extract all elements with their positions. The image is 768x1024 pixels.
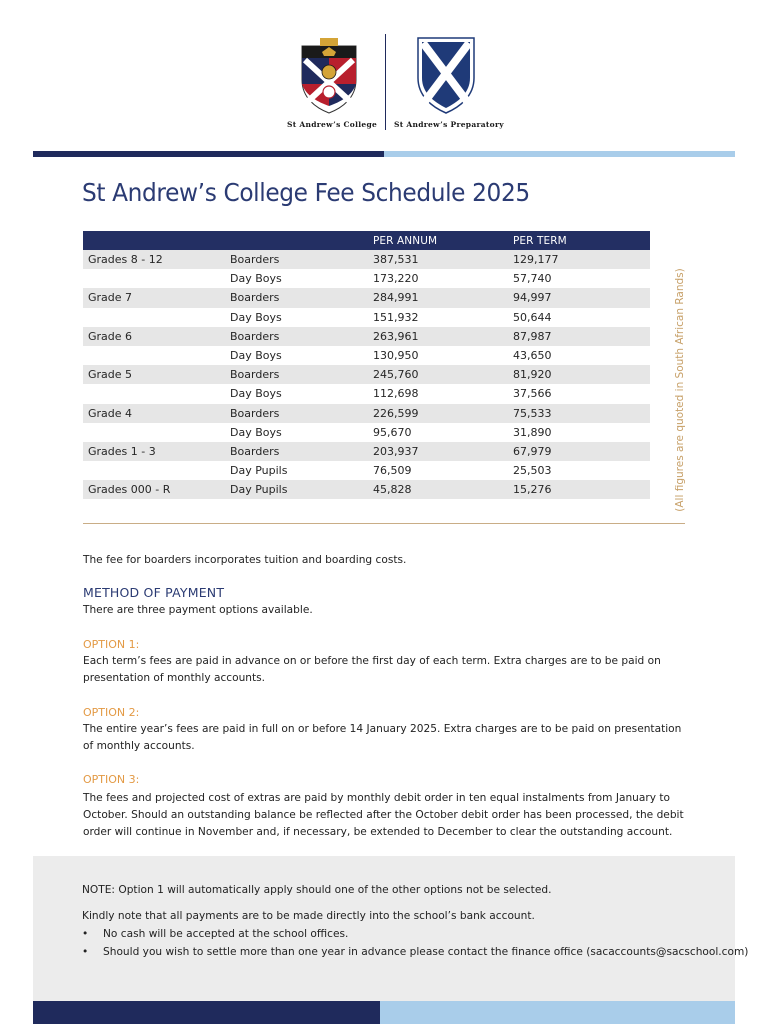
note-option-default: NOTE: Option 1 will automatically apply should one of the other options not be selected. xyxy=(82,884,552,896)
cell-category: Day Boys xyxy=(230,272,282,286)
cell-category: Boarders xyxy=(225,250,368,269)
cell-per-term: 15,276 xyxy=(508,480,650,499)
bullet-mark: • xyxy=(82,928,89,940)
cell-category: Day Boys xyxy=(230,310,282,324)
logo-header xyxy=(0,34,768,134)
table-row xyxy=(83,365,650,384)
cell-grade: Grade 7 xyxy=(83,288,225,307)
cell-per-annum: 203,937 xyxy=(368,442,508,461)
table-row xyxy=(83,442,650,461)
cell-grade xyxy=(83,308,225,327)
cell-grade: Grades 1 - 3 xyxy=(83,442,225,461)
table-row xyxy=(83,327,650,346)
cell-per-annum: 45,828 xyxy=(368,480,508,499)
cell-per-term: 25,503 xyxy=(513,464,552,478)
cell-grade xyxy=(83,423,225,442)
cell-per-annum: 263,961 xyxy=(368,327,508,346)
page-title: St Andrew’s College Fee Schedule 2025 xyxy=(82,178,530,207)
cell-category: Day Pupils xyxy=(230,464,288,478)
cell-category: Day Pupils xyxy=(225,480,368,499)
option-1-text: Each term’s fees are paid in advance on or before the first day of each term. Extra charges are to be paid on presentation of monthly accounts. xyxy=(83,655,661,684)
table-row xyxy=(83,250,650,269)
option-2-label: OPTION 2: xyxy=(83,706,140,719)
option-3-text: The fees and projected cost of extras are paid by monthly debit order in ten equal instalments from January to October. Should an outstanding balance be reflected after the October debit order has been processed, the debit order will continue in November and, if necessary, be extended to December to clear the outstanding account. xyxy=(83,792,684,838)
section-divider xyxy=(83,523,685,524)
cell-per-annum: 245,760 xyxy=(368,365,508,384)
table-row xyxy=(83,346,650,365)
cell-category: Boarders xyxy=(225,404,368,423)
cell-category: Boarders xyxy=(225,327,368,346)
option-3-label: OPTION 3: xyxy=(83,773,140,786)
prep-name: St Andrew’s Preparatory xyxy=(394,120,504,129)
column-header-per-term: PER TERM xyxy=(508,231,650,250)
bullet-text: No cash will be accepted at the school offices. xyxy=(103,928,349,940)
column-header-grade xyxy=(83,231,225,250)
band-light-blue-segment xyxy=(384,151,735,157)
cell-per-annum: 95,670 xyxy=(373,425,412,439)
cell-category: Boarders xyxy=(225,288,368,307)
payment-intro: There are three payment options available. xyxy=(83,604,313,616)
table-row xyxy=(83,269,650,288)
cell-grade: Grades 8 - 12 xyxy=(83,250,225,269)
cell-category: Boarders xyxy=(225,365,368,384)
currency-side-note: (All figures are quoted in South African Rands) xyxy=(674,268,686,512)
college-crest-icon xyxy=(300,34,358,114)
table-row xyxy=(83,308,650,327)
cell-per-annum: 173,220 xyxy=(373,272,419,286)
band-navy-segment xyxy=(33,151,384,157)
note-bullet-no-cash xyxy=(82,928,348,940)
cell-grade xyxy=(83,346,225,365)
cell-per-term: 67,979 xyxy=(508,442,650,461)
college-name: St Andrew’s College xyxy=(287,120,378,129)
note-panel xyxy=(33,856,749,1001)
cell-per-annum: 130,950 xyxy=(373,349,419,363)
band-light-blue-segment xyxy=(380,1001,735,1024)
note-bullet-advance xyxy=(82,946,748,958)
table-row xyxy=(83,288,650,307)
column-header-per-annum: PER ANNUM xyxy=(368,231,508,250)
cell-grade xyxy=(83,384,225,403)
table-row xyxy=(83,404,650,423)
column-header-category xyxy=(225,231,368,250)
fee-table-body xyxy=(83,250,650,499)
table-row xyxy=(83,384,650,403)
note-bank-account: Kindly note that all payments are to be made directly into the school’s bank account. xyxy=(82,910,535,922)
option-2-text: The entire year’s fees are paid in full on or before 14 January 2025. Extra charges are to be paid on presentation of monthly accounts. xyxy=(83,723,682,752)
bottom-color-band xyxy=(33,1001,735,1024)
cell-per-annum: 151,932 xyxy=(373,310,419,324)
option-1-label: OPTION 1: xyxy=(83,638,140,651)
table-row xyxy=(83,423,650,442)
cell-per-term: 37,566 xyxy=(513,387,552,401)
cell-per-term: 31,890 xyxy=(513,425,552,439)
cell-per-annum: 112,698 xyxy=(373,387,419,401)
cell-per-annum: 284,991 xyxy=(368,288,508,307)
table-row xyxy=(83,461,650,480)
cell-per-term: 57,740 xyxy=(513,272,552,286)
cell-grade: Grade 4 xyxy=(83,404,225,423)
boarders-note: The fee for boarders incorporates tuition and boarding costs. xyxy=(83,554,407,566)
cell-per-term: 87,987 xyxy=(508,327,650,346)
cell-per-term: 94,997 xyxy=(508,288,650,307)
fee-table-header xyxy=(83,231,650,250)
cell-grade: Grades 000 - R xyxy=(83,480,225,499)
cell-per-term: 129,177 xyxy=(508,250,650,269)
cell-category: Day Boys xyxy=(230,349,282,363)
logo-divider xyxy=(385,34,386,130)
fee-table xyxy=(83,231,650,499)
cell-grade: Grade 6 xyxy=(83,327,225,346)
cell-per-term: 43,650 xyxy=(513,349,552,363)
payment-heading: METHOD OF PAYMENT xyxy=(83,585,225,600)
band-navy-segment xyxy=(33,1001,380,1024)
cell-per-annum: 226,599 xyxy=(368,404,508,423)
top-color-band xyxy=(33,151,735,157)
cell-per-annum: 387,531 xyxy=(368,250,508,269)
cell-per-term: 75,533 xyxy=(508,404,650,423)
cell-grade xyxy=(83,461,225,480)
bullet-mark: • xyxy=(82,946,89,958)
cell-category: Boarders xyxy=(225,442,368,461)
table-row xyxy=(83,480,650,499)
cell-category: Day Boys xyxy=(230,387,282,401)
cell-per-annum: 76,509 xyxy=(373,464,412,478)
cell-grade: Grade 5 xyxy=(83,365,225,384)
bullet-text: Should you wish to settle more than one year in advance please contact the finance office (sacaccounts@sacschool.com) xyxy=(103,946,749,958)
prep-crest-icon xyxy=(415,34,477,114)
cell-per-term: 50,644 xyxy=(513,310,552,324)
cell-grade xyxy=(83,269,225,288)
cell-category: Day Boys xyxy=(230,425,282,439)
cell-per-term: 81,920 xyxy=(508,365,650,384)
